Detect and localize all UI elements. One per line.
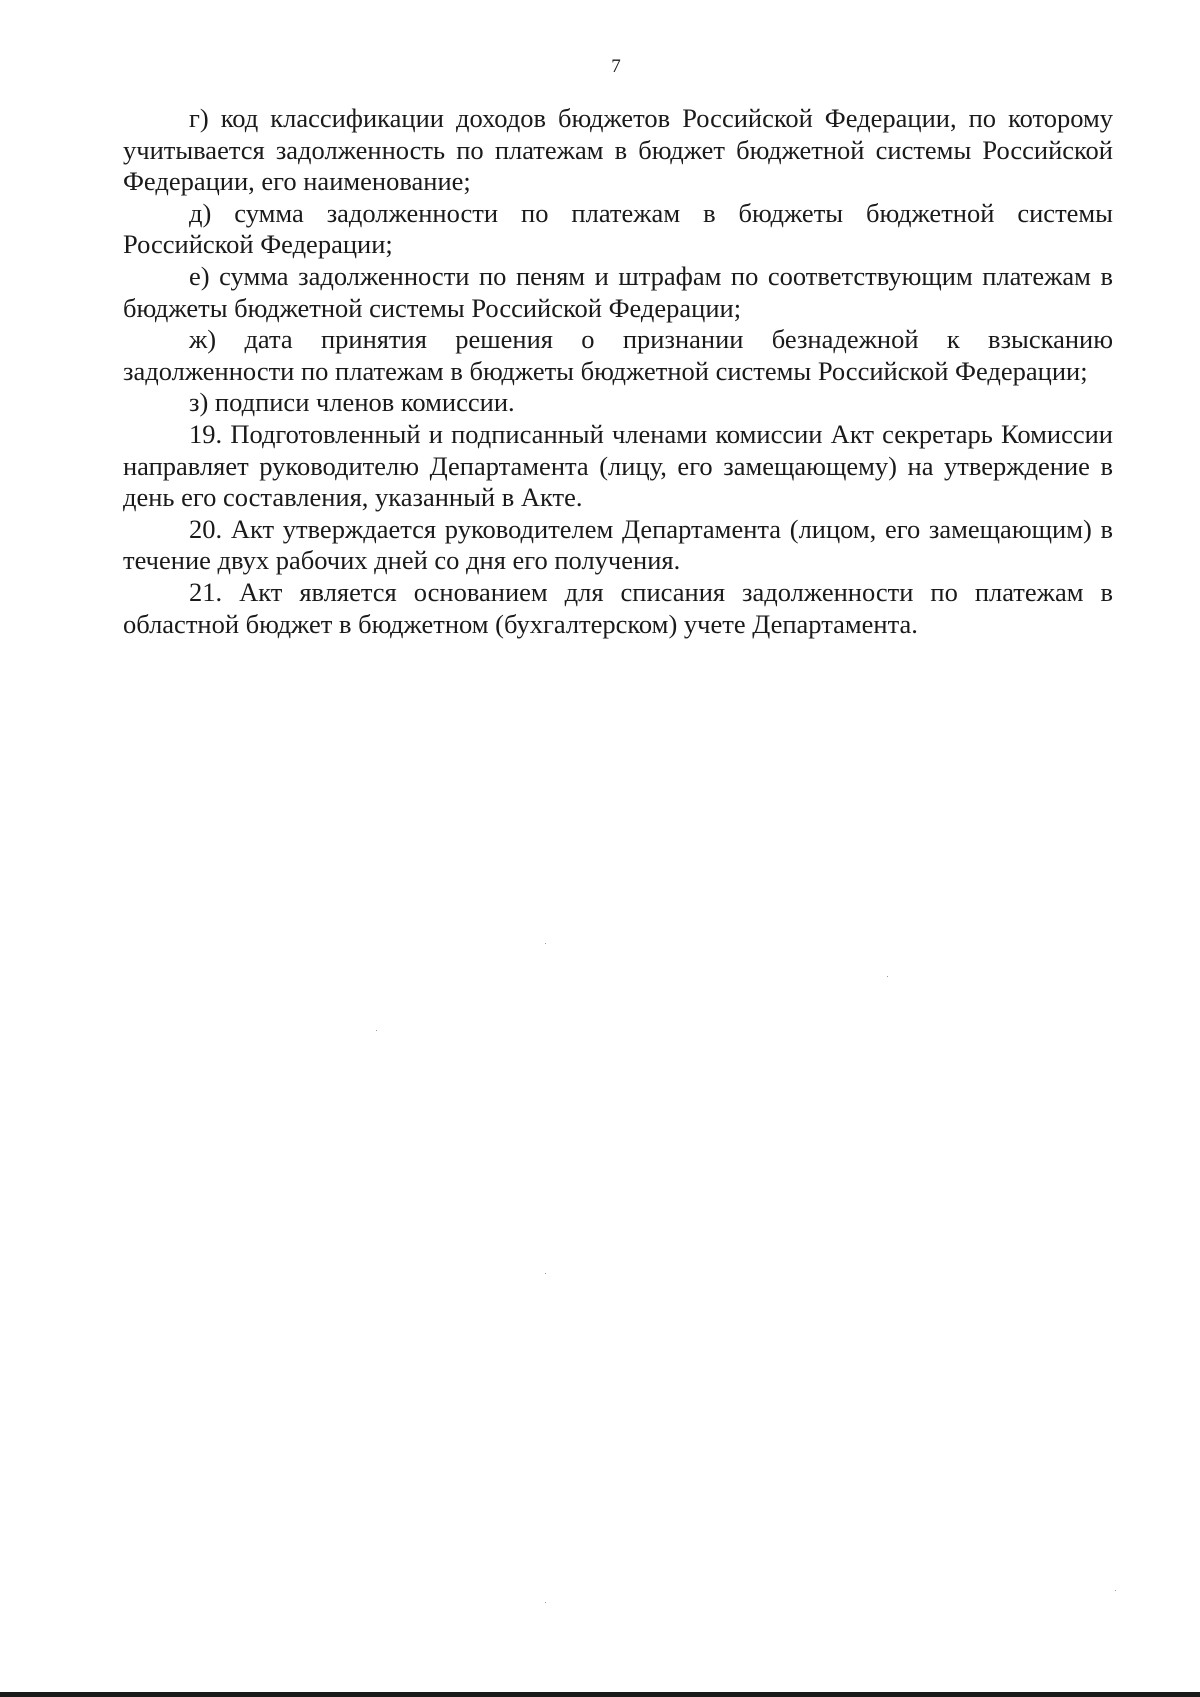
scan-speck <box>545 1602 546 1603</box>
scan-speck <box>545 1273 546 1274</box>
document-body <box>123 103 1113 640</box>
scan-bottom-edge <box>0 1692 1200 1697</box>
scan-speck <box>376 1030 377 1031</box>
paragraph-item-z: з) подписи членов комиссии. <box>189 387 515 418</box>
paragraph-clause-21: 21. Акт является основанием для списания задолженности по платежам в областной бюджет в бюджетном (бухгалтерском) учете Департамента. <box>123 576 1113 639</box>
scan-speck <box>545 943 546 944</box>
paragraph-item-e: е) сумма задолженности по пеням и штрафам по соответствующим платежам в бюджеты бюджетной системы Российской Федерации; <box>123 260 1113 323</box>
scan-speck <box>1115 1590 1116 1591</box>
paragraph-item-zh: ж) дата принятия решения о признании безнадежной к взысканию задолженности по платежам в бюджеты бюджетной системы Российской Федерации; <box>123 324 1113 386</box>
paragraph-clause-20: 20. Акт утверждается руководителем Департамента (лицом, его замещающим) в течение двух рабочих дней со дня его получения. <box>123 513 1113 576</box>
scan-speck <box>887 976 888 977</box>
page-number: 7 <box>611 56 621 77</box>
paragraph-item-d: д) сумма задолженности по платежам в бюджеты бюджетной системы Российской Федерации; <box>123 197 1113 260</box>
paragraph-item-g: г) код классификации доходов бюджетов Российской Федерации, по которому учитывается задолженность по платежам в бюджет бюджетной системы Российской Федерации, его наименование; <box>123 103 1113 197</box>
paragraph-clause-19: 19. Подготовленный и подписанный членами комиссии Акт секретарь Комиссии направляет руководителю Департамента (лицу, его замещающему) на утверждение в день его составления, указанный в Акте. <box>123 418 1113 513</box>
